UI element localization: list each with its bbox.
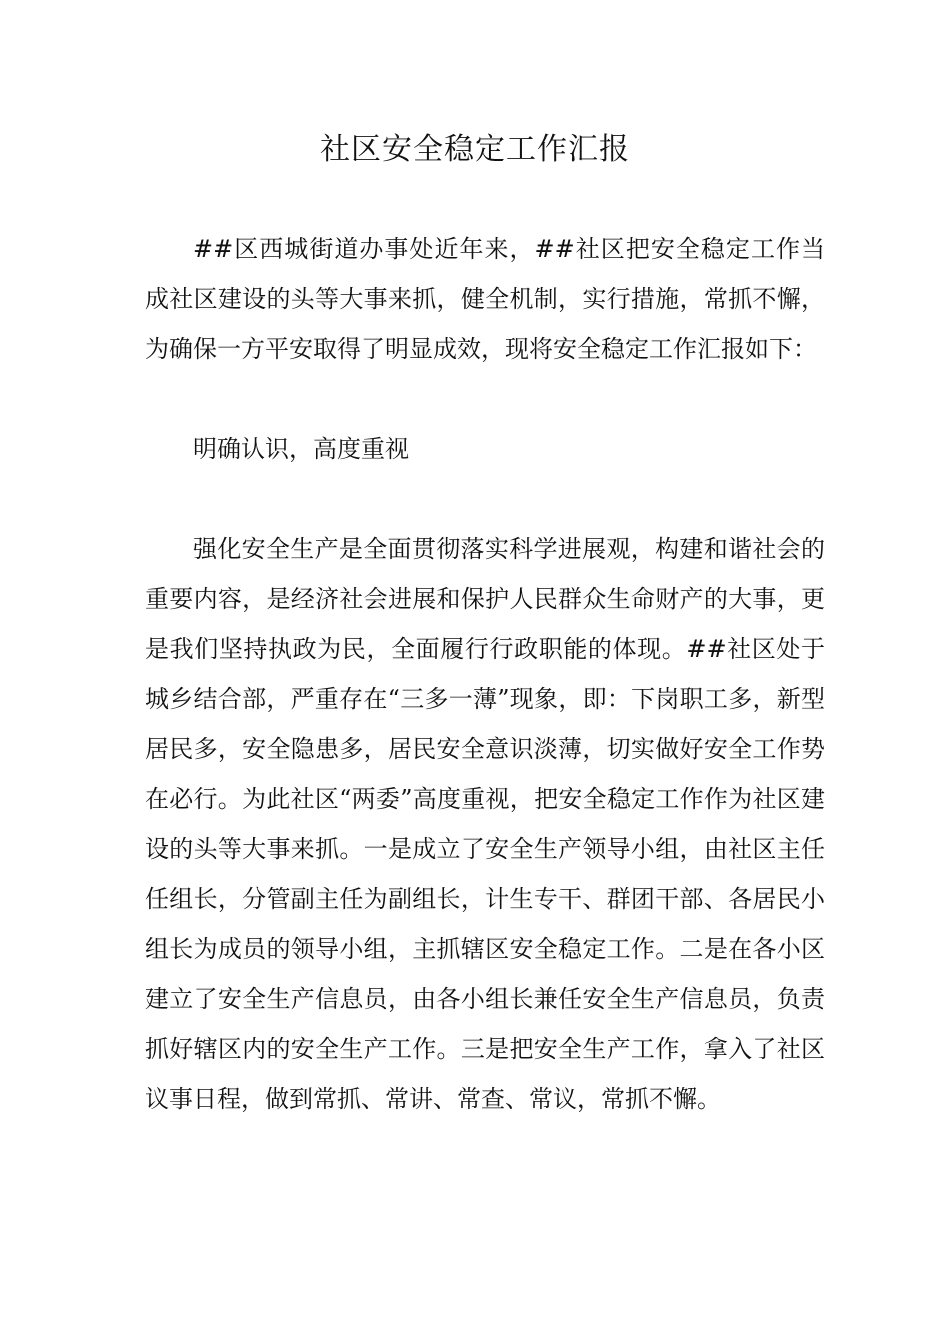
document-title: 社区安全稳定工作汇报 — [320, 132, 630, 167]
intro-paragraph: ##区西城街道办事处近年来，##社区把安全稳定工作当成社区建设的头等大事来抓，健全机制，实行措施，常抓不懈，为确保一方平安取得了明显成效，现将安全稳定工作汇报如下： — [145, 235, 825, 363]
section-heading: 明确认识，高度重视 — [193, 435, 409, 463]
body-paragraph: 强化安全生产是全面贯彻落实科学进展观，构建和谐社会的重要内容，是经济社会进展和保护人民群众生命财产的大事，更是我们坚持执政为民，全面履行行政职能的体现。##社区处于城乡结合部，严重存在“三多一薄”现象，即：下岗职工多，新型居民多，安全隐患多，居民安全意识淡薄，切实做好安全工作势在必行。为此社区“两委”高度重视，把安全稳定工作作为社区建设的头等大事来抓。一是成立了安全生产领导小组，由社区主任任组长，分管副主任为副组长，计生专干、群团干部、各居民小组长为成员的领导小组，主抓辖区安全稳定工作。二是在各小区建立了安全生产信息员，由各小组长兼任安全生产信息员，负责抓好辖区内的安全生产工作。三是把安全生产工作，拿入了社区议事日程，做到常抓、常讲、常查、常议，常抓不懈。 — [145, 535, 825, 1113]
